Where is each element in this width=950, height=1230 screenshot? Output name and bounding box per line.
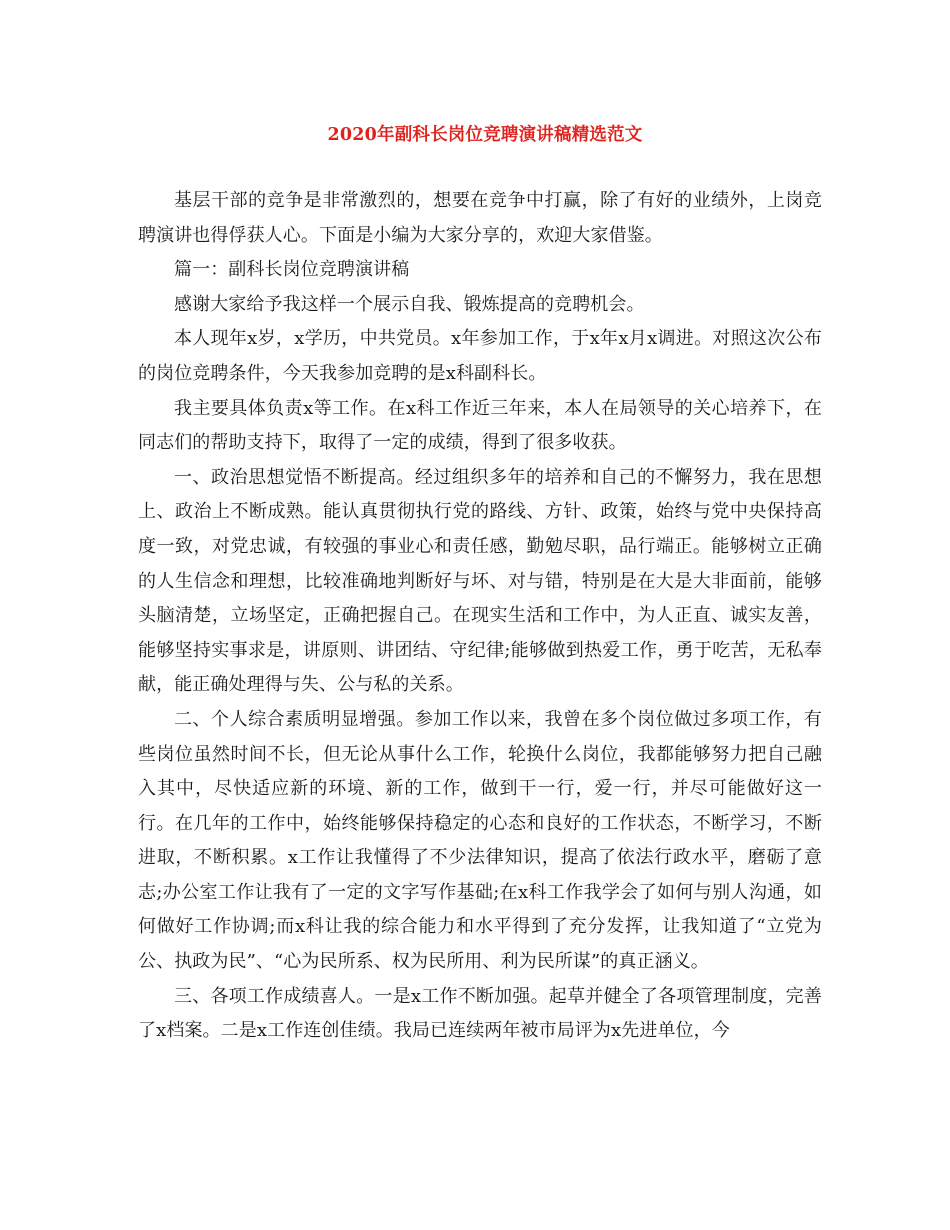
paragraph-work-achievements: 三、各项工作成绩喜人。一是x工作不断加强。起草并健全了各项管理制度，完善了x档案。二是x工作连创佳绩。我局已连续两年被市局评为x先进单位，今 (138, 985, 822, 1042)
paragraph-responsibilities: 我主要具体负责x等工作。在x科工作近三年来，本人在局领导的关心培养下，在同志们的帮助支持下，取得了一定的成绩，得到了很多收获。 (138, 397, 822, 454)
paragraph-thanks: 感谢大家给予我这样一个展示自我、锻炼提高的竞聘机会。 (174, 293, 645, 315)
paragraph-chapter-heading: 篇一：副科长岗位竞聘演讲稿 (174, 259, 410, 281)
paragraph-intro: 基层干部的竞争是非常激烈的，想要在竞争中打赢，除了有好的业绩外，上岗竞聘演讲也得俘获人心。下面是小编为大家分享的，欢迎大家借鉴。 (138, 190, 822, 246)
document-body (138, 184, 822, 1049)
paragraph-political-awareness: 一、政治思想觉悟不断提高。经过组织多年的培养和自己的不懈努力，我在思想上、政治上不断成熟。能认真贯彻执行党的路线、方针、政策，始终与党中央保持高度一致，对党忠诚，有较强的事业心和责任感，勤勉尽职，品行端正。能够树立正确的人生信念和理想，比较准确地判断好与坏、对与错，特别是在大是大非面前，能够头脑清楚，立场坚定，正确把握自己。在现实生活和工作中，为人正直、诚实友善，能够坚持实事求是，讲原则、讲团结、守纪律;能够做到热爱工作，勇于吃苦，无私奉献，能正确处理得与失、公与私的关系。 (138, 466, 822, 696)
paragraph-personal-info: 本人现年x岁，x学历，中共党员。x年参加工作，于x年x月x调进。对照这次公布的岗位竞聘条件，今天我参加竞聘的是x科副科长。 (138, 328, 822, 384)
document-title: 2020年副科长岗位竞聘演讲稿精选范文 (327, 125, 643, 145)
paragraph-personal-quality: 二、个人综合素质明显增强。参加工作以来，我曾在多个岗位做过多项工作，有些岗位虽然时间不长，但无论从事什么工作，轮换什么岗位，我都能够努力把自己融入其中，尽快适应新的环境、新的工作，做到干一行，爱一行，并尽可能做好这一行。在几年的工作中，始终能够保持稳定的心态和良好的工作状态，不断学习，不断进取，不断积累。x工作让我懂得了不少法律知识，提高了依法行政水平，磨砺了意志;办公室工作让我有了一定的文字写作基础;在x科工作我学会了如何与别人沟通，如何做好工作协调;而x科让我的综合能力和水平得到了充分发挥，让我知道了“立党为公、执政为民”、“心为民所系、权为民所用、利为民所谋”的真正涵义。 (138, 708, 822, 973)
